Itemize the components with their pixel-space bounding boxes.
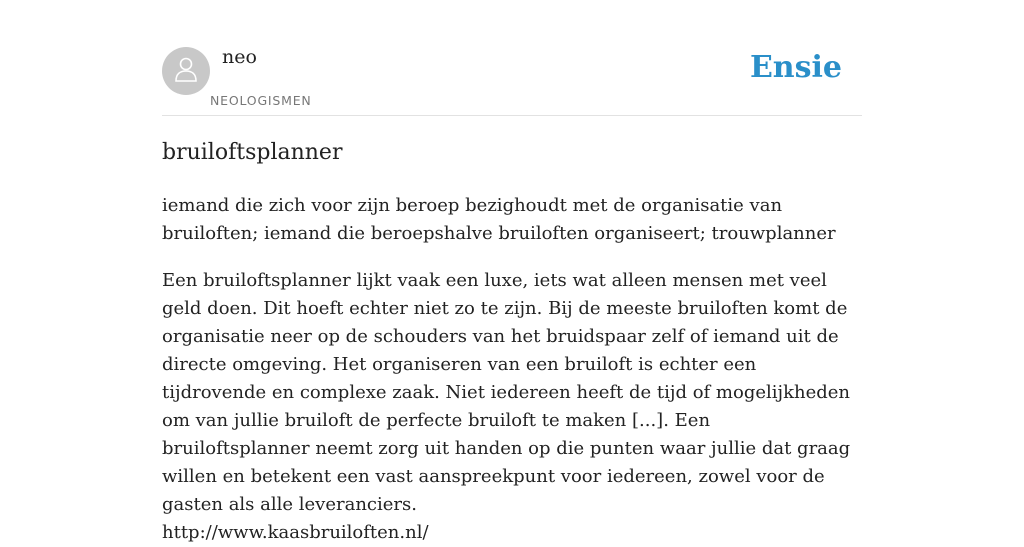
author-name[interactable]: neo — [222, 46, 257, 68]
divider — [162, 115, 862, 116]
entry-card — [162, 0, 862, 543]
example-text: Een bruiloftsplanner lijkt vaak een luxe, iets wat alleen mensen met veel geld doen. Dit hoeft echter niet zo te zijn. Bij de meeste bruiloften komt de organisatie neer op de schouders van het bruidspaar zelf of iemand uit de directe omgeving. Het organiseren van een bruiloft is echter een tijdrovende en complexe zaak. Niet iedereen heeft de tijd of mogelijkheden om van jullie bruiloft de perfecte bruiloft te maken [...]. Een bruiloftsplanner neemt zorg uit handen op die punten waar jullie dat graag willen en betekent een vast aanspreekpunt voor iedereen, zowel voor de gasten als alle leveranciers. — [162, 270, 851, 515]
entry-definition: iemand die zich voor zijn beroep bezighoudt met de organisatie van bruiloften; iemand die beroepshalve bruiloften organiseert; trouwplanner — [162, 195, 836, 244]
source-link[interactable]: http://www.kaasbruiloften.nl/ — [162, 522, 429, 543]
brand-logo[interactable]: Ensie — [749, 50, 842, 85]
entry-example — [162, 267, 862, 547]
avatar[interactable] — [162, 47, 210, 95]
entry-title: bruiloftsplanner — [162, 140, 343, 165]
category-label[interactable]: NEOLOGISMEN — [210, 93, 312, 108]
user-icon — [171, 54, 201, 89]
